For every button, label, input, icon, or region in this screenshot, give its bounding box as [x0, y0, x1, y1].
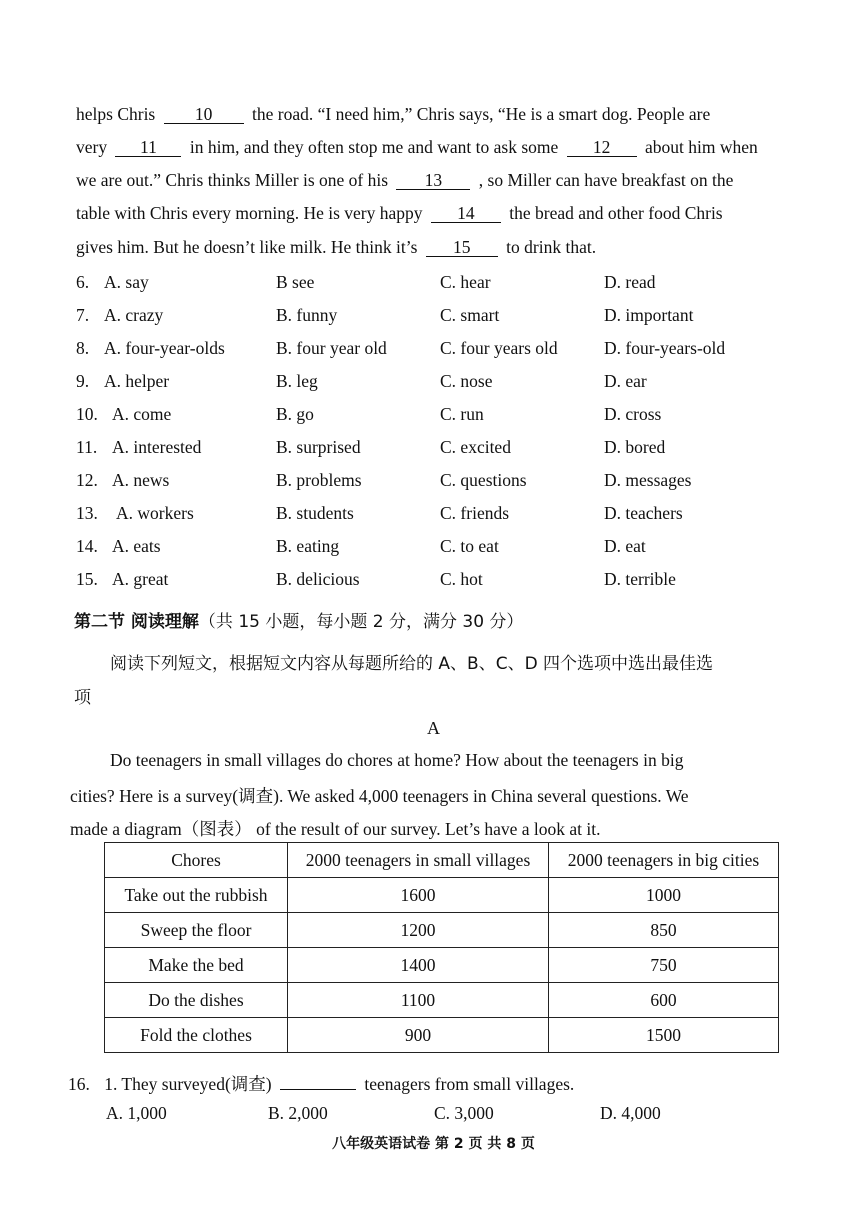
instruction-line-1: 阅读下列短文，根据短文内容从每题所给的 A、B、C、D 四个选项中选出最佳选: [110, 654, 714, 674]
option-a: A. say: [104, 272, 149, 292]
question-12: [76, 470, 796, 494]
option-d: D. teachers: [604, 503, 683, 523]
table-cell: 1600: [288, 878, 549, 913]
question-number: 13.: [76, 503, 98, 523]
table-cell: Do the dishes: [105, 983, 288, 1018]
instruction-line-2: 项: [74, 688, 91, 708]
table-header: 2000 teenagers in big cities: [549, 843, 779, 878]
table-cell: 600: [549, 983, 779, 1018]
option-b: B. problems: [276, 470, 362, 490]
passage-line-2: cities? Here is a survey(调查). We asked 4,000 teenagers in China several questions. We: [70, 786, 689, 806]
option-d: D. 4,000: [600, 1103, 661, 1123]
question-9: [76, 371, 796, 395]
table-cell: 1100: [288, 983, 549, 1018]
question-number: 14.: [76, 536, 98, 556]
table-cell: 850: [549, 913, 779, 948]
table-cell: 900: [288, 1018, 549, 1053]
option-b: B. students: [276, 503, 354, 523]
option-d: D. ear: [604, 371, 647, 391]
option-a: A. crazy: [104, 305, 164, 325]
option-b: B. funny: [276, 305, 338, 325]
option-d: D. read: [604, 272, 656, 292]
table-row: [105, 913, 779, 948]
passage-line-3: made a diagram（图表） of the result of our survey. Let’s have a look at it.: [70, 819, 601, 839]
cloze-text: the road. “I need him,” Chris says, “He is a smart dog. People are: [252, 104, 711, 124]
option-c: C. hear: [440, 272, 491, 292]
cloze-line-3: [76, 170, 778, 191]
option-c: C. run: [440, 404, 484, 424]
option-a: A. eats: [112, 536, 161, 556]
option-b: B see: [276, 272, 315, 292]
table-cell: Sweep the floor: [105, 913, 288, 948]
option-d: D. messages: [604, 470, 692, 490]
option-b: B. surprised: [276, 437, 361, 457]
table-cell: 1000: [549, 878, 779, 913]
passage-label: A: [427, 718, 440, 738]
question-stem: teenagers from small villages.: [364, 1074, 575, 1094]
section-title: [74, 607, 523, 632]
blank-12: 12: [567, 138, 637, 157]
option-b: B. go: [276, 404, 314, 424]
table-row: [105, 983, 779, 1018]
option-b: B. four year old: [276, 338, 387, 358]
survey-table: [104, 842, 779, 1053]
table-cell: Fold the clothes: [105, 1018, 288, 1053]
table-row: [105, 1018, 779, 1053]
question-number: 9.: [76, 371, 90, 391]
question-16-options: [106, 1103, 826, 1127]
table-cell: Make the bed: [105, 948, 288, 983]
option-d: D. important: [604, 305, 694, 325]
blank-15: 15: [426, 238, 498, 257]
option-a: A. helper: [104, 371, 170, 391]
table-header: Chores: [105, 843, 288, 878]
cloze-text: very: [76, 137, 108, 157]
table-cell: 1500: [549, 1018, 779, 1053]
question-number: 10.: [76, 404, 98, 424]
option-b: B. delicious: [276, 569, 360, 589]
cloze-text: about him when: [645, 137, 758, 157]
answer-blank: [280, 1075, 356, 1090]
cloze-line-4: [76, 203, 778, 224]
cloze-text: in him, and they often stop me and want to ask some: [189, 137, 559, 157]
option-a: A. great: [112, 569, 169, 589]
question-13: [76, 503, 796, 527]
question-14: [76, 536, 796, 560]
option-a: A. interested: [112, 437, 202, 457]
option-b: B. leg: [276, 371, 318, 391]
question-stem: 1. They surveyed(调查): [104, 1074, 272, 1094]
cloze-line-5: [76, 237, 778, 258]
table-header: 2000 teenagers in small villages: [288, 843, 549, 878]
option-c: C. questions: [440, 470, 527, 490]
table-cell: 1200: [288, 913, 549, 948]
cloze-text: to drink that.: [506, 237, 597, 257]
option-a: A. workers: [116, 503, 194, 523]
option-b: B. 2,000: [268, 1103, 328, 1123]
option-a: A. 1,000: [106, 1103, 167, 1123]
blank-14: 14: [431, 204, 501, 223]
option-c: C. smart: [440, 305, 500, 325]
option-c: C. four years old: [440, 338, 558, 358]
option-d: D. eat: [604, 536, 646, 556]
option-c: C. friends: [440, 503, 510, 523]
section-title-note: （共 15 小题，每小题 2 分，满分 30 分）: [198, 612, 524, 632]
question-10: [76, 404, 796, 428]
question-number: 8.: [76, 338, 90, 358]
option-c: C. hot: [440, 569, 483, 589]
table-row: [105, 878, 779, 913]
section-title-main: 第二节 阅读理解: [74, 612, 199, 632]
cloze-line-2: [76, 137, 778, 158]
question-15: [76, 569, 796, 593]
cloze-text: table with Chris every morning. He is very happy: [76, 203, 423, 223]
table-row: [105, 948, 779, 983]
table-cell: Take out the rubbish: [105, 878, 288, 913]
blank-11: 11: [115, 138, 181, 157]
question-number: 16.: [68, 1074, 90, 1094]
option-d: D. four-years-old: [604, 338, 726, 358]
question-11: [76, 437, 796, 461]
cloze-text: gives him. But he doesn’t like milk. He think it’s: [76, 237, 418, 257]
question-6: [76, 272, 796, 296]
question-7: [76, 305, 796, 329]
page-footer: 八年级英语试卷 第 2 页 共 8 页: [332, 1136, 535, 1152]
blank-13: 13: [396, 171, 470, 190]
option-c: C. to eat: [440, 536, 499, 556]
question-16-stem: [68, 1071, 770, 1096]
table-cell: 1400: [288, 948, 549, 983]
question-number: 12.: [76, 470, 98, 490]
passage-line-1: Do teenagers in small villages do chores at home? How about the teenagers in big: [110, 750, 684, 770]
cloze-line-1: [76, 104, 778, 125]
option-c: C. 3,000: [434, 1103, 494, 1123]
option-d: D. cross: [604, 404, 662, 424]
cloze-text: , so Miller can have breakfast on the: [478, 170, 734, 190]
question-number: 15.: [76, 569, 98, 589]
blank-10: 10: [164, 105, 244, 124]
question-number: 6.: [76, 272, 90, 292]
option-b: B. eating: [276, 536, 340, 556]
option-c: C. excited: [440, 437, 511, 457]
table-header-row: [105, 843, 779, 878]
option-d: D. terrible: [604, 569, 676, 589]
option-d: D. bored: [604, 437, 666, 457]
cloze-text: we are out.” Chris thinks Miller is one of his: [76, 170, 389, 190]
cloze-text: the bread and other food Chris: [509, 203, 723, 223]
question-number: 7.: [76, 305, 90, 325]
option-a: A. come: [112, 404, 172, 424]
question-8: [76, 338, 796, 362]
table-cell: 750: [549, 948, 779, 983]
question-number: 11.: [76, 437, 98, 457]
cloze-text: helps Chris: [76, 104, 156, 124]
option-c: C. nose: [440, 371, 493, 391]
option-a: A. four-year-olds: [104, 338, 225, 358]
option-a: A. news: [112, 470, 170, 490]
